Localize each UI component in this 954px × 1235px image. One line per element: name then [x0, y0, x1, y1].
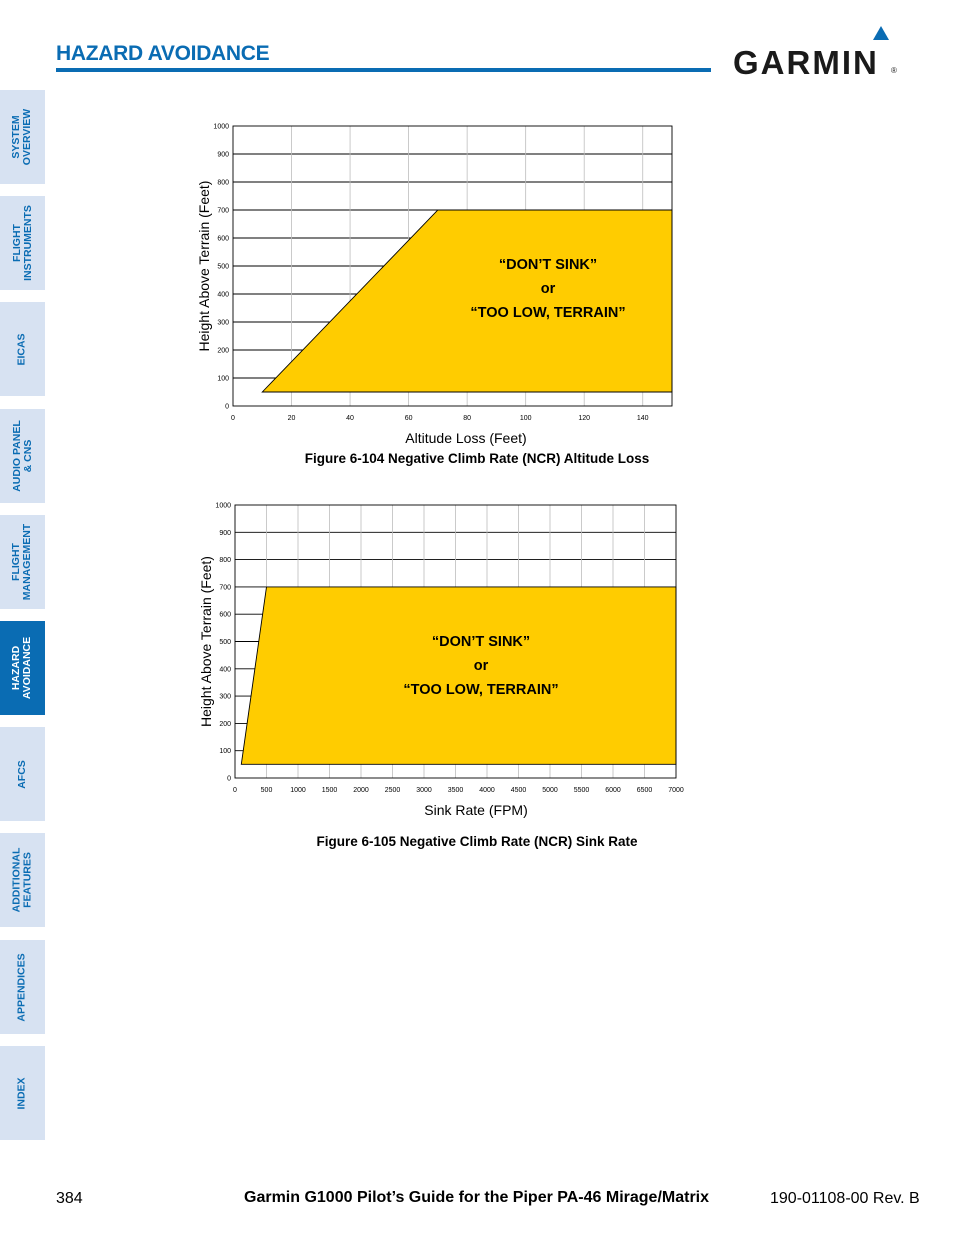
x-tick-label: 5500 [573, 787, 590, 794]
logo-text: GARMIN [733, 44, 879, 81]
y-tick-label: 300 [219, 693, 231, 701]
side-tab-label: ADDITIONAL FEATURES [10, 847, 34, 913]
footer-page-number: 384 [56, 1190, 83, 1207]
x-axis-label: Altitude Loss (Feet) [405, 430, 527, 446]
y-tick-label: 200 [219, 720, 231, 728]
y-tick-label: 400 [219, 666, 231, 674]
x-tick-label: 5000 [542, 787, 558, 794]
y-tick-label: 200 [217, 347, 229, 355]
x-tick-label: 60 [404, 415, 413, 422]
y-tick-label: 500 [219, 639, 231, 646]
region-annotation-line: “DON’T SINK” [431, 634, 531, 650]
side-tab-label: AUDIO PANEL & CNS [10, 420, 34, 492]
x-axis-label: Sink Rate (FPM) [424, 802, 528, 818]
y-tick-label: 600 [217, 235, 229, 243]
region-annotation-line: or [473, 658, 489, 674]
y-tick-label: 300 [217, 319, 229, 327]
side-tab-label: EICAS [16, 332, 28, 366]
x-tick-label: 4000 [479, 787, 495, 794]
x-tick-label: 3500 [447, 787, 464, 794]
x-tick-label: 100 [519, 415, 532, 422]
x-tick-label: 6000 [605, 787, 621, 794]
x-tick-label: 500 [260, 787, 273, 794]
alert-region [241, 587, 676, 764]
x-tick-label: 4500 [510, 787, 527, 794]
side-tab-label: HAZARD AVOIDANCE [10, 636, 34, 700]
x-tick-label: 1000 [290, 787, 306, 794]
region-annotation-line: or [540, 281, 556, 297]
y-tick-label: 100 [217, 375, 229, 383]
side-tab-label: APPENDICES [16, 952, 29, 1022]
figure-caption-104: Figure 6-104 Negative Climb Rate (NCR) Altitude Loss [304, 451, 650, 466]
figure-caption-105: Figure 6-105 Negative Climb Rate (NCR) Sink Rate [316, 834, 638, 849]
y-tick-label: 700 [217, 207, 229, 215]
x-tick-label: 7000 [668, 787, 684, 794]
side-tab-appendices[interactable] [0, 940, 45, 1034]
y-tick-label: 0 [225, 403, 229, 411]
y-axis-label: Height Above Terrain (Feet) [198, 556, 214, 727]
side-tab-index[interactable] [0, 1046, 45, 1140]
x-tick-label: 2500 [384, 787, 401, 794]
x-tick-label: 3000 [416, 787, 432, 794]
y-tick-label: 1000 [215, 502, 231, 510]
region-annotation-line: “DON’T SINK” [498, 257, 598, 273]
x-tick-label: 40 [346, 415, 354, 422]
y-tick-label: 800 [219, 557, 231, 565]
side-tab-label: INDEX [16, 1076, 28, 1110]
x-tick-label: 6500 [636, 787, 653, 794]
x-tick-label: 1500 [321, 787, 338, 794]
y-tick-label: 400 [217, 291, 229, 299]
x-tick-label: 0 [233, 787, 237, 794]
y-tick-label: 500 [217, 263, 229, 271]
section-title: HAZARD AVOIDANCE [56, 42, 270, 65]
y-tick-label: 1000 [213, 123, 229, 131]
y-tick-label: 0 [227, 775, 231, 783]
side-tab-label: AFCS [16, 759, 28, 789]
region-annotation-line: “TOO LOW, TERRAIN” [470, 305, 626, 321]
y-tick-label: 600 [219, 611, 231, 619]
y-tick-label: 900 [219, 529, 231, 537]
x-tick-label: 80 [463, 415, 472, 422]
x-tick-label: 2000 [353, 787, 369, 794]
x-tick-label: 0 [231, 415, 235, 422]
region-annotation-line: “TOO LOW, TERRAIN” [403, 682, 559, 698]
side-tab-label: FLIGHT INSTRUMENTS [10, 205, 34, 281]
y-tick-label: 100 [219, 748, 231, 756]
y-axis-label: Height Above Terrain (Feet) [196, 180, 212, 352]
side-tab-label: SYSTEM OVERVIEW [10, 108, 34, 166]
footer-doc-number: 190-01108-00 Rev. B [770, 1190, 920, 1207]
side-tab-label: FLIGHT MANAGEMENT [10, 523, 34, 601]
y-tick-label: 800 [217, 179, 229, 187]
x-tick-label: 20 [287, 415, 296, 422]
x-tick-label: 140 [636, 415, 649, 422]
logo-registered-mark: ® [891, 66, 897, 75]
y-tick-label: 900 [217, 151, 229, 159]
footer-title: Garmin G1000 Pilot’s Guide for the Piper PA-46 Mirage/Matrix [244, 1189, 710, 1206]
x-tick-label: 120 [578, 415, 591, 422]
y-tick-label: 700 [219, 584, 231, 592]
